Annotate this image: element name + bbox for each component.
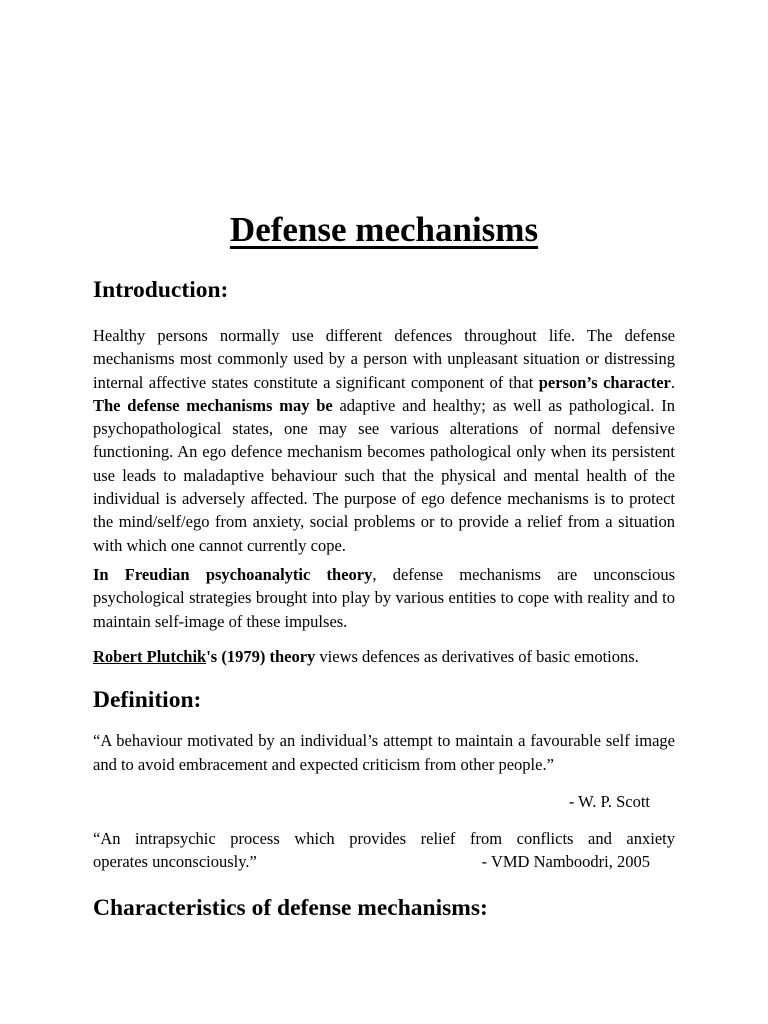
intro-text-character: person’s character <box>538 372 671 392</box>
freudian-theory-label: In Freudian psychoanalytic theory <box>93 564 373 584</box>
intro-text-period: . <box>670 372 675 392</box>
namboodri-quote-line-2 <box>93 850 675 873</box>
characteristics-heading: Characteristics of defense mechanisms: <box>93 895 488 922</box>
definition-quote-scott: “A behaviour motivated by an individual’s attempt to maintain a favourable self image and to avoid embracement and expected criticism from other people.” <box>93 731 675 775</box>
attribution-namboodri: - VMD Namboodri, 2005 <box>481 852 650 872</box>
definition-heading: Definition: <box>93 687 202 714</box>
plutchik-name-link[interactable]: Robert Plutchik <box>93 646 207 666</box>
plutchik-paragraph <box>93 645 675 668</box>
plutchik-theory-label: 's (1979) theory <box>206 646 316 666</box>
intro-text-2: adaptive and healthy; as well as pathological. In psychopathological states, one may see various alterations of normal defensive functioning. An ego defence mechanism becomes pathological only when its persistent use leads to maladaptive behaviour such that the physical and mental health of the individual is adversely affected. The purpose of ego defence mechanisms is to protect the mind/self/ego from anxiety, social problems or to provide a relief from a situation with which one cannot currently cope. <box>93 395 676 555</box>
document-content <box>93 210 675 923</box>
definition-quote-namboodri <box>93 827 675 873</box>
freudian-paragraph <box>93 563 675 633</box>
introduction-heading: Introduction: <box>93 277 229 303</box>
freudian-text: , defense mechanisms are unconscious psychological strategies brought into play by various entities to cope with reality and to maintain self-image of these impulses. <box>93 564 675 631</box>
intro-text-defense-may-be: The defense mechanisms may be <box>93 395 333 415</box>
namboodri-quote-line-1: “An intrapsychic process which provides relief from conflicts and anxiety <box>93 829 675 849</box>
namboodri-quote-end: operates unconsciously.” <box>93 852 257 872</box>
page-title: Defense mechanisms <box>229 210 539 249</box>
plutchik-text: views defences as derivatives of basic emotions. <box>315 646 639 666</box>
intro-text-1: Healthy persons normally use different defences throughout life. The defense mechanisms most commonly used by a person with unpleasant situation or distressing internal affective states constitute a significant component of that <box>93 326 675 392</box>
attribution-scott: - W. P. Scott <box>568 792 650 812</box>
introduction-paragraph <box>93 324 675 557</box>
